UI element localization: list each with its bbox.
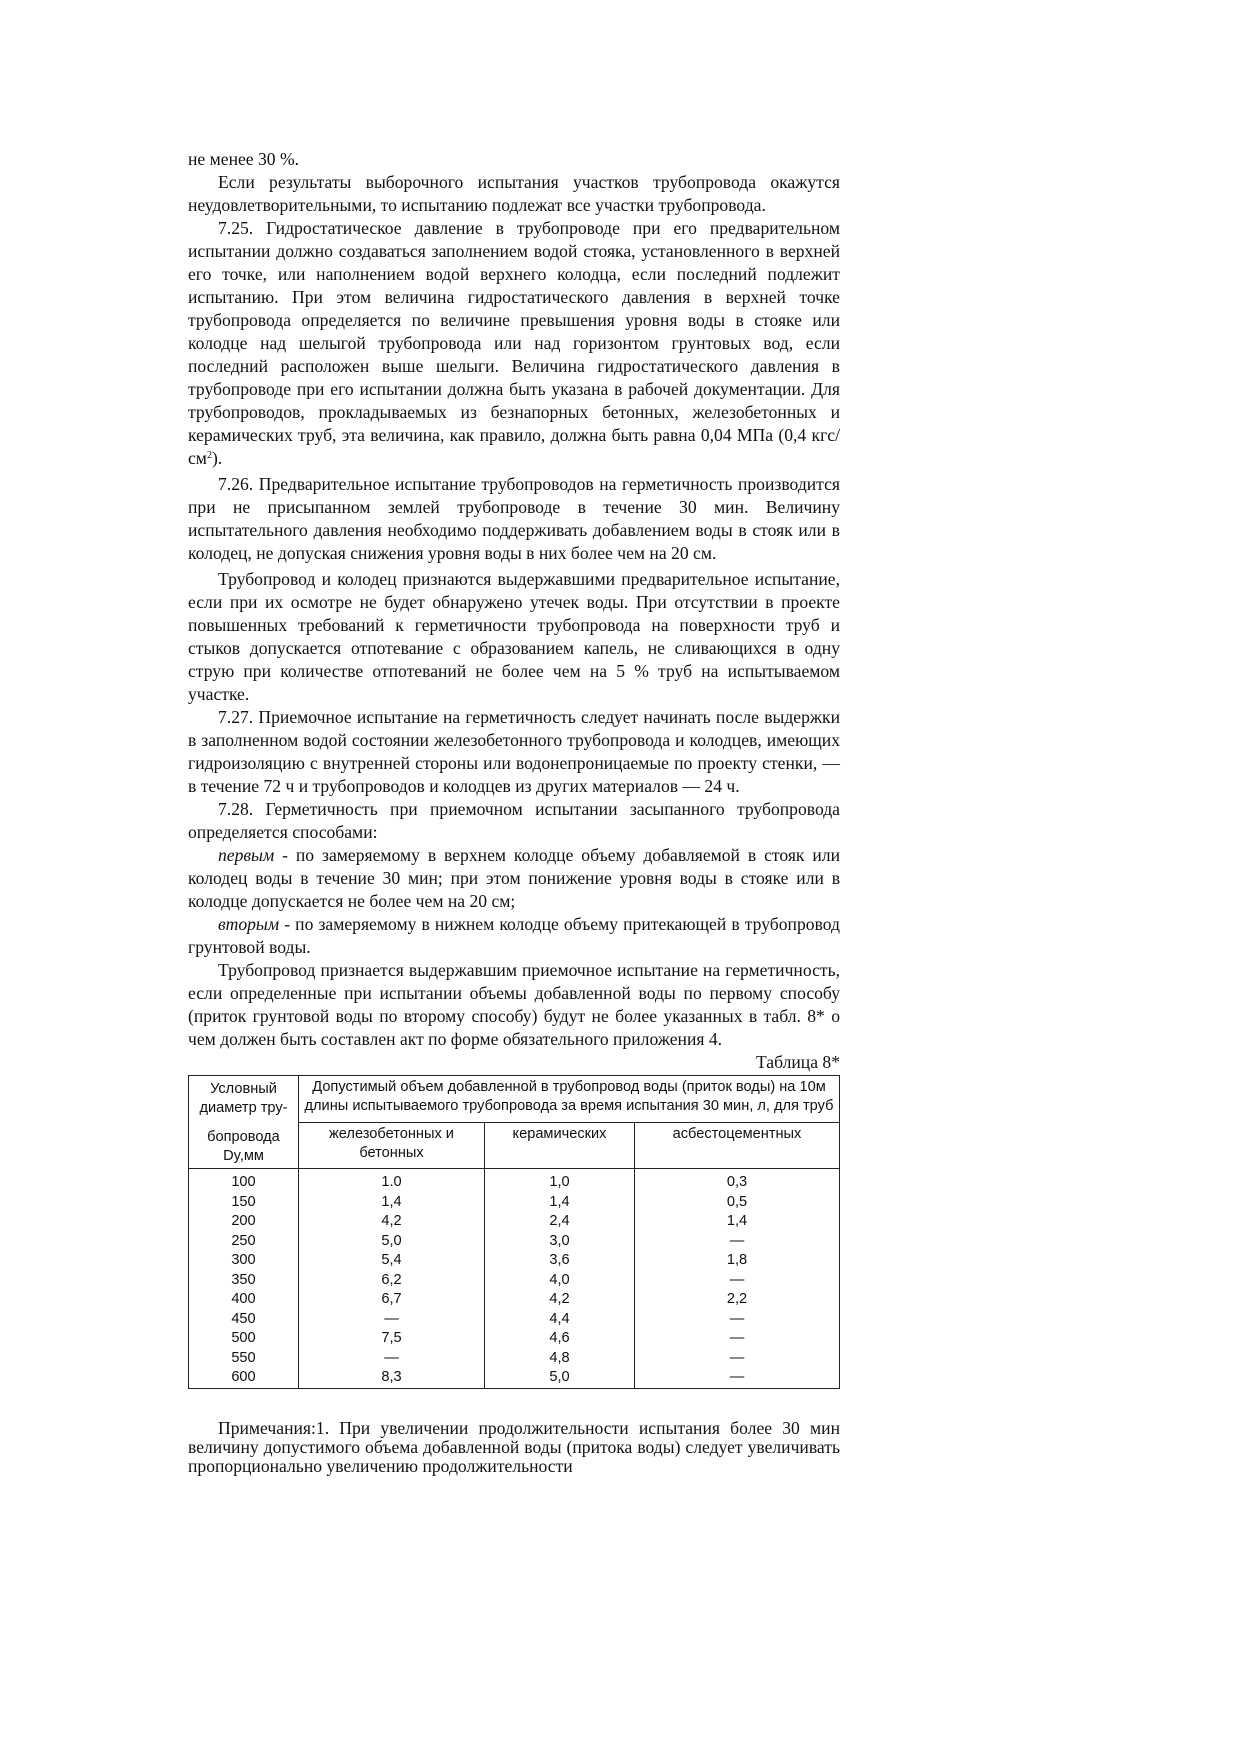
table-row [189, 1271, 840, 1291]
table-row [189, 1193, 840, 1213]
cell-ceramic: 2,4 [485, 1212, 635, 1232]
header-asbestos-cement: асбестоцементных [635, 1122, 840, 1169]
cell-asbestos-cement: 2,2 [635, 1290, 840, 1310]
paragraph-0: не менее 30 %. [188, 149, 300, 169]
paragraph-conclusion: Трубопровод признается выдержавшим приемочное испытание на герметичность, если определенные при испытании объемы добавленной воды по первому способу (приток грунтовой воды по второму способу) будут не более указанных в табл. 8* о чем должен быть составлен акт по форме обязательного приложения 4. [188, 960, 840, 1049]
paragraph-7-26: 7.26. Предварительное испытание трубопроводов на герметичность производится при не присыпанном землей трубопроводе в течение 30 мин. Величину испытательного давления необходимо поддерживать добавлением воды в стояк или в колодец, не допуская снижения уровня воды в них более чем на 20 см. [188, 474, 840, 563]
paragraph-7-25-text: 7.25. Гидростатическое давление в трубопроводе при его предварительном испытании должно создаваться заполнением водой стояка, установленного в верхней его точке, или наполнением водой верхнего колодца, если последний подлежит испытанию. При этом величина гидростатического давления в верхней точке трубопровода определяется по величине превышения уровня воды в стояке или колодце над шелыгой трубопровода или над горизонтом грунтовых вод, если последний расположен выше шелыги. Величина гидростатического давления в трубопроводе при его испытании должна быть указана в рабочей документации. Для трубопроводов, прокладываемых из безнапорных бетонных, железобетонных и керамических труб, эта величина, как правило, должна быть равна 0,04 МПа (0,4 кгс/см [188, 218, 840, 468]
cell-asbestos-cement: — [635, 1329, 840, 1349]
notes-paragraph: Примечания:1. При увеличении продолжительности испытания более 30 мин величину допустимого объема добавленной воды (притока воды) следует увеличивать пропорционально увеличению продолжительности [188, 1417, 840, 1476]
header-ceramic: керамических [485, 1122, 635, 1169]
method-2-label: вторым [218, 914, 280, 934]
cell-asbestos-cement: — [635, 1271, 840, 1291]
paragraph-7-25 [188, 217, 840, 470]
paragraph-acceptance: Трубопровод и колодец признаются выдержавшими предварительное испытание, если при их осмотре не будет обнаружено утечек воды. При отсутствии в проекте повышенных требований к герметичности трубопровода на поверхности труб и стыков допускается отпотевание с образованием капель, не сливающихся в одну струю при количестве отпотеваний не более чем на 5 % труб на испытываемом участке. [188, 569, 840, 704]
table-row [189, 1251, 840, 1271]
cell-ceramic: 1,0 [485, 1169, 635, 1193]
table-row [189, 1368, 840, 1388]
cell-ceramic: 1,4 [485, 1193, 635, 1213]
paragraph-7-28: 7.28. Герметичность при приемочном испытании засыпанного трубопровода определяется способами: [188, 799, 840, 842]
header-diameter [189, 1076, 299, 1169]
method-1-text: - по замеряемому в верхнем колодце объему добавляемой в стояк или колодец воды в течение 30 мин; при этом понижение уровня воды в стояке или в колодце допускается не более чем на 20 см; [188, 845, 840, 911]
cell-reinforced-concrete: 4,2 [299, 1212, 485, 1232]
cell-asbestos-cement: — [635, 1368, 840, 1388]
cell-ceramic: 3,6 [485, 1251, 635, 1271]
paragraph-7-25-end: ). [211, 448, 223, 468]
cell-ceramic: 3,0 [485, 1232, 635, 1252]
cell-ceramic: 5,0 [485, 1368, 635, 1388]
cell-asbestos-cement: — [635, 1232, 840, 1252]
cell-reinforced-concrete: 1,4 [299, 1193, 485, 1213]
cell-reinforced-concrete: 7,5 [299, 1329, 485, 1349]
table-body [189, 1169, 840, 1389]
cell-ceramic: 4,0 [485, 1271, 635, 1291]
cell-diameter: 500 [189, 1329, 299, 1349]
table-caption: Таблица 8* [755, 1052, 840, 1072]
cell-asbestos-cement: — [635, 1310, 840, 1330]
superscript-2: 2 [206, 450, 212, 461]
paragraph-1: Если результаты выборочного испытания участков трубопровода окажутся неудовлетворительными, то испытанию подлежат все участки трубопровода. [188, 172, 840, 215]
cell-diameter: 200 [189, 1212, 299, 1232]
cell-ceramic: 4,6 [485, 1329, 635, 1349]
paragraph-method-1 [188, 844, 840, 913]
table-row [189, 1329, 840, 1349]
cell-reinforced-concrete: 1.0 [299, 1169, 485, 1193]
cell-ceramic: 4,4 [485, 1310, 635, 1330]
cell-asbestos-cement: 0,5 [635, 1193, 840, 1213]
method-1-label: первым [218, 845, 275, 865]
paragraph-method-2 [188, 913, 840, 959]
cell-ceramic: 4,2 [485, 1290, 635, 1310]
table-row [189, 1169, 840, 1193]
header-diameter-line1: Условный диаметр тру- [199, 1081, 288, 1116]
cell-diameter: 400 [189, 1290, 299, 1310]
table-row [189, 1212, 840, 1232]
table-row [189, 1310, 840, 1330]
table-row [189, 1290, 840, 1310]
cell-ceramic: 4,8 [485, 1349, 635, 1369]
cell-asbestos-cement: — [635, 1349, 840, 1369]
cell-diameter: 250 [189, 1232, 299, 1252]
cell-reinforced-concrete: 6,7 [299, 1290, 485, 1310]
data-table [188, 1075, 840, 1389]
method-2-text: - по замеряемому в нижнем колодце объему притекающей в трубопровод грунтовой воды. [188, 914, 840, 957]
header-volume-group: Допустимый объем добавленной в трубопровод воды (приток воды) на 10м длины испытываемого трубопровода за время испытания 30 мин, л, для труб [299, 1076, 840, 1123]
cell-diameter: 450 [189, 1310, 299, 1330]
header-diameter-line2: бопровода Dy,мм [207, 1129, 280, 1164]
cell-reinforced-concrete: — [299, 1349, 485, 1369]
cell-asbestos-cement: 0,3 [635, 1169, 840, 1193]
cell-diameter: 150 [189, 1193, 299, 1213]
cell-asbestos-cement: 1,8 [635, 1251, 840, 1271]
cell-reinforced-concrete: 8,3 [299, 1368, 485, 1388]
cell-reinforced-concrete: 5,0 [299, 1232, 485, 1252]
document-page [188, 148, 840, 1476]
table-row [189, 1232, 840, 1252]
cell-diameter: 600 [189, 1368, 299, 1388]
paragraph-7-27: 7.27. Приемочное испытание на герметичность следует начинать после выдержки в заполненном водой состоянии железобетонного трубопровода и колодцев, имеющих гидроизоляцию с внутренней стороны или водонепроницаемые по проекту стенки, — в течение 72 ч и трубопроводов и колодцев из других материалов — 24 ч. [188, 707, 840, 796]
cell-diameter: 100 [189, 1169, 299, 1193]
cell-diameter: 300 [189, 1251, 299, 1271]
table-row [189, 1349, 840, 1369]
cell-reinforced-concrete: 6,2 [299, 1271, 485, 1291]
cell-reinforced-concrete: 5,4 [299, 1251, 485, 1271]
cell-diameter: 350 [189, 1271, 299, 1291]
cell-reinforced-concrete: — [299, 1310, 485, 1330]
cell-asbestos-cement: 1,4 [635, 1212, 840, 1232]
cell-diameter: 550 [189, 1349, 299, 1369]
header-reinforced-concrete: железобетонных и бетонных [299, 1122, 485, 1169]
